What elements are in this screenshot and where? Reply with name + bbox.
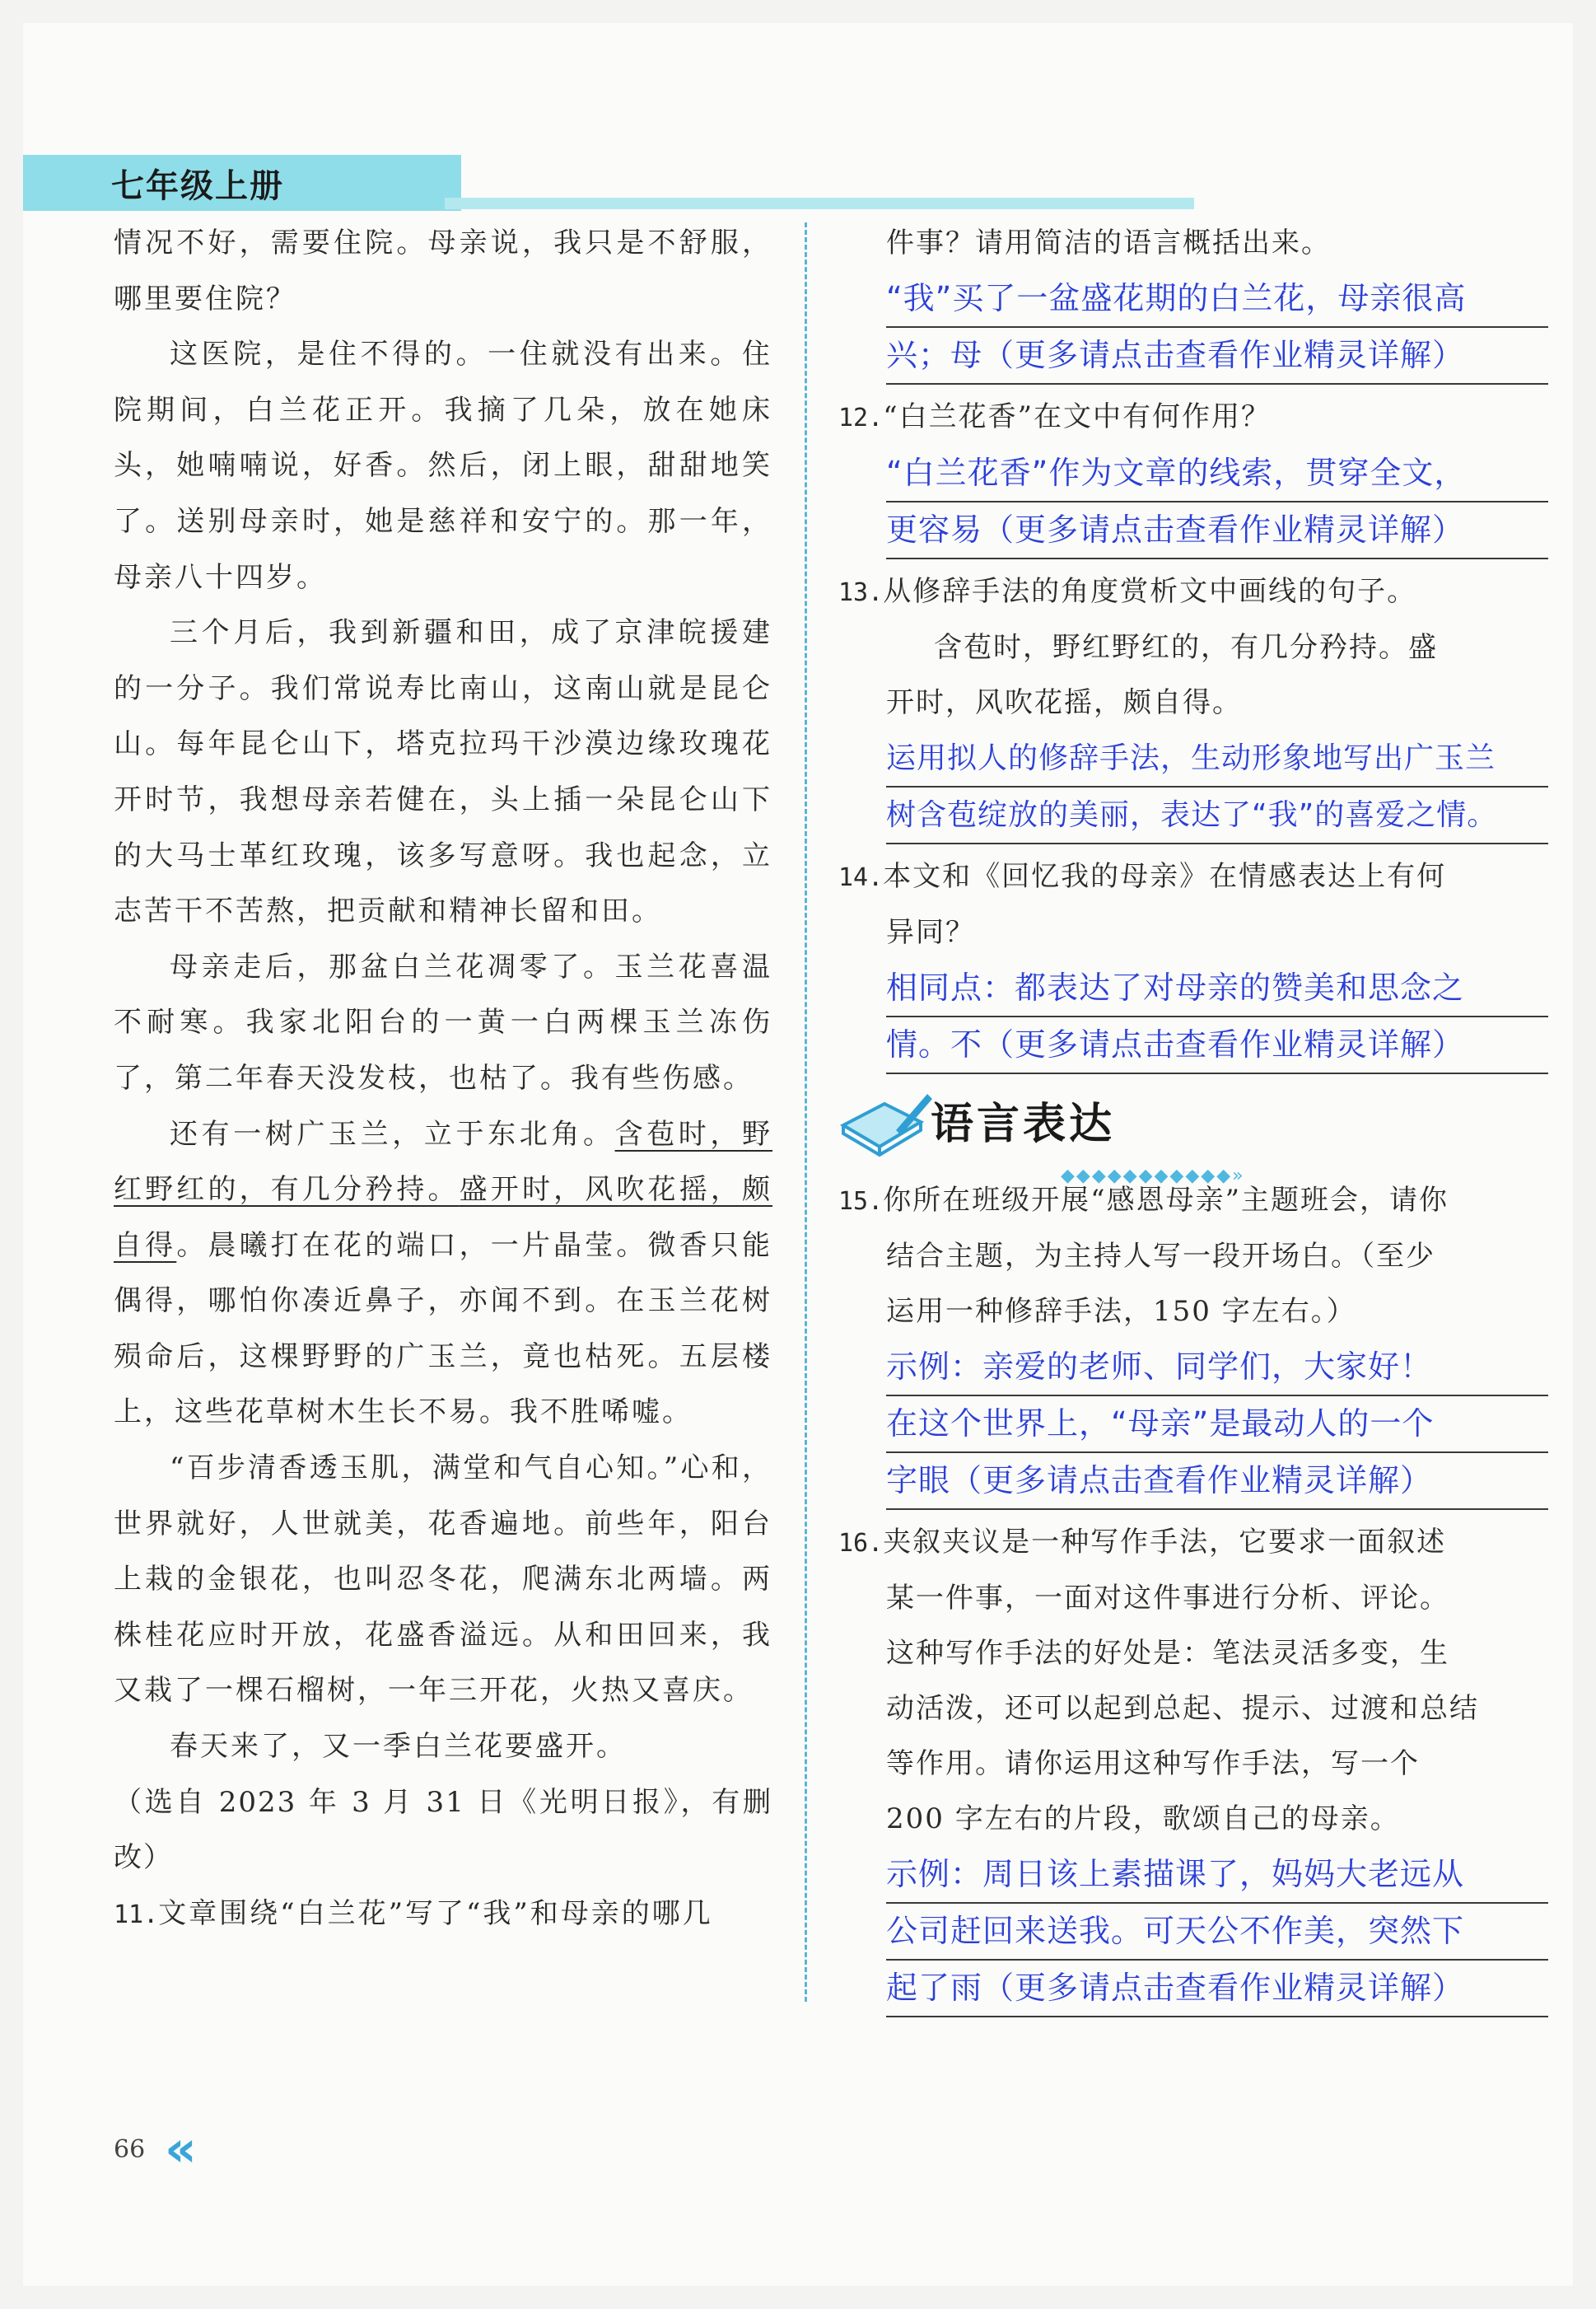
question-11 <box>114 1886 772 1943</box>
text-run: 。晨曦打在花的端口，一片晶莹。微香只能偶得，哪怕你凑近鼻子，亦闻不到。在玉兰花树殒命后，这棵野野的广玉兰，竟也枯死。五层楼上，这些花草树木生长不易。我不胜唏嘘。 <box>114 1228 773 1429</box>
answer-line: 更容易（更多请点击查看作业精灵详解） <box>886 502 1548 559</box>
right-column <box>838 216 1548 2017</box>
answer-line: 运用拟人的修辞手法，生动形象地写出广玉兰 <box>886 731 1548 788</box>
section-header <box>838 1082 1548 1186</box>
answer-16 <box>886 1847 1548 2017</box>
question-text: 从修辞手法的角度赏析文中画线的句子。 <box>883 575 1417 608</box>
answer-11 <box>886 271 1548 385</box>
paragraph: 这医院，是住不得的。一住就没有出来。住院期间，白兰花正开。我摘了几朵，放在她床头，她喃喃说，好香。然后，闭上眼，甜甜地笑了。送别母亲时，她是慈祥和安宁的。那一年，母亲八十四岁。 <box>114 338 772 594</box>
question-number: 12. <box>838 404 884 432</box>
answer-line: “我”买了一盆盛花期的白兰花，母亲很高 <box>886 271 1548 328</box>
question-text: 件事？请用简洁的语言概括出来。 <box>886 227 1331 259</box>
answer-15 <box>886 1339 1548 1510</box>
question-text: 等作用。请你运用这种写作手法，写一个 <box>886 1747 1420 1780</box>
question-number: 16. <box>838 1529 884 1558</box>
question-text: 异同？ <box>886 916 975 949</box>
header-title: 七年级上册 <box>111 167 284 205</box>
question-text: “白兰花香”在文中有何作用？ <box>883 400 1271 433</box>
question-text: 这种写作手法的好处是：笔法灵活多变，生 <box>886 1637 1449 1670</box>
answer-line: 情。不（更多请点击查看作业精灵详解） <box>886 1017 1548 1074</box>
text-run: 还有一树广玉兰，立于东北角。 <box>170 1117 615 1151</box>
answer-12 <box>886 446 1548 559</box>
header-strip <box>445 198 1194 209</box>
question-text: 你所在班级开展“感恩母亲”主题班会，请你 <box>883 1184 1449 1217</box>
underlined-sentence: 含苞时，野红野红的，有几分矜持。 <box>114 1117 773 1207</box>
answer-line: 示例：周日该上素描课了，妈妈大老远从 <box>886 1847 1548 1904</box>
excerpt-line: 开时，风吹花摇，颇自得。 <box>886 686 1242 719</box>
question-text: 文章围绕“白兰花”写了“我”和母亲的哪几 <box>158 1896 713 1930</box>
answer-line: 起了雨（更多请点击查看作业精灵详解） <box>886 1961 1548 2017</box>
answer-line: 字眼（更多请点击查看作业精灵详解） <box>886 1453 1548 1510</box>
question-text: 某一件事，一面对这件事进行分析、评论。 <box>886 1582 1449 1615</box>
question-text: 运用一种修辞手法，150 字左右。） <box>886 1295 1356 1328</box>
question-number: 14. <box>838 863 884 892</box>
answer-line: 公司赶回来送我。可天公不作美，突然下 <box>886 1904 1548 1961</box>
book-pen-icon <box>838 1089 934 1163</box>
question-number: 11. <box>114 1900 159 1929</box>
question-text: 结合主题，为主持人写一段开场白。（至少 <box>886 1240 1435 1273</box>
question-13 <box>838 564 1548 620</box>
answer-line: “白兰花香”作为文章的线索，贯穿全文， <box>886 446 1548 502</box>
question-12 <box>838 390 1548 446</box>
paragraph: 春天来了，又一季白兰花要盛开。 <box>170 1730 627 1764</box>
underlined-sentence: 盛开时，风吹花摇，颇自得 <box>114 1173 773 1262</box>
answer-line: 在这个世界上，“母亲”是最动人的一个 <box>886 1396 1548 1453</box>
question-number: 13. <box>838 578 884 607</box>
source-note: （选自 2023 年 3 月 31 日《光明日报》，有删改） <box>114 1785 772 1875</box>
column-divider <box>805 222 807 2002</box>
question-text: 200 字左右的片段，歌颂自己的母亲。 <box>886 1802 1400 1835</box>
answer-14 <box>886 961 1548 1074</box>
answer-line: 兴；母（更多请点击查看作业精灵详解） <box>886 328 1548 385</box>
paragraph: “百步清香透玉肌，满堂和气自心知。”心和，世界就好，人世就美，花香遍地。前些年，阳台上栽的金银花，也叫忍冬花，爬满东北两墙。两株桂花应时开放，花盛香溢远。从和田回来，我又栽了一棵石榴树，一年三开花，火热又喜庆。 <box>114 1451 772 1708</box>
answer-line: 示例：亲爱的老师、同学们，大家好！ <box>886 1339 1548 1396</box>
paragraph: 情况不好，需要住院。母亲说，我只是不舒服，哪里要住院？ <box>114 227 772 316</box>
page-number: 66 <box>114 2135 146 2164</box>
paragraph: 三个月后，我到新疆和田，成了京津皖援建的一分子。我们常说寿比南山，这南山就是昆仑山。每年昆仑山下，塔克拉玛干沙漠边缘玫瑰花开时节，我想母亲若健在，头上插一朵昆仑山下的大马士革红玫瑰，该多写意呀。我也起念，立志苦干不苦熬，把贡献和精神长留和田。 <box>114 616 772 928</box>
question-text: 本文和《回忆我的母亲》在情感表达上有何 <box>883 860 1447 893</box>
section-decoration: ◆◆◆◆◆◆◆◆◆◆◆» <box>1061 1166 1245 1186</box>
paragraph: 母亲走后，那盆白兰花凋零了。玉兰花喜温不耐寒。我家北阳台的一黄一白两棵玉兰冻伤了，第二年春天没发枝，也枯了。我有些伤感。 <box>114 950 772 1095</box>
paragraph-underlined <box>114 1107 772 1442</box>
answer-line: 相同点：都表达了对母亲的赞美和思念之 <box>886 961 1548 1017</box>
question-number: 15. <box>838 1187 884 1216</box>
double-chevron-left-icon: « <box>165 2120 197 2178</box>
section-title: 语言表达 <box>931 1100 1116 1149</box>
answer-line: 树含苞绽放的美丽，表达了“我”的喜爱之情。 <box>886 788 1548 844</box>
question-14 <box>838 849 1548 905</box>
question-text: 动活泼，还可以起到总起、提示、过渡和总结 <box>886 1692 1479 1725</box>
excerpt-line: 含苞时，野红野红的，有几分矜持。盛 <box>934 631 1438 664</box>
left-column <box>114 216 772 1942</box>
question-text: 夹叙夹议是一种写作手法，它要求一面叙述 <box>883 1526 1447 1559</box>
question-16 <box>838 1515 1548 1571</box>
answer-13 <box>886 731 1548 844</box>
